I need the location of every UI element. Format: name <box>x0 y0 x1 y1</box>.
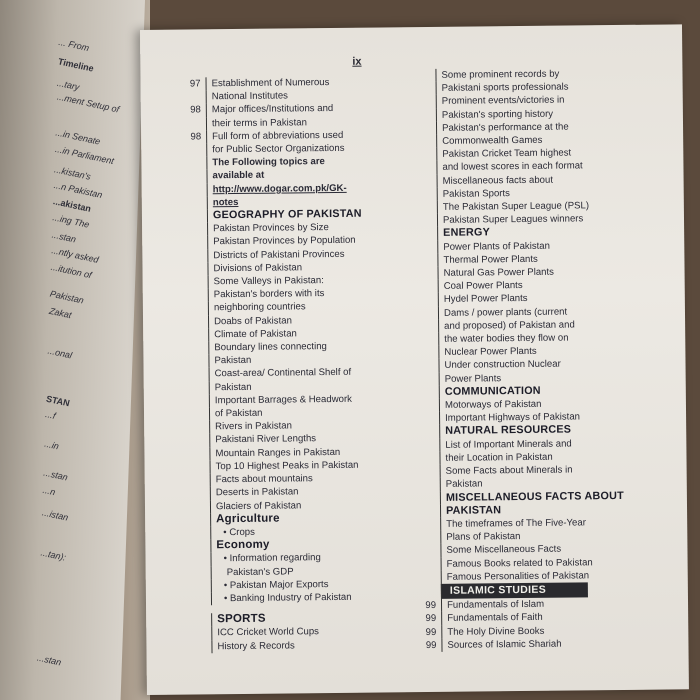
toc-page-number <box>173 91 206 105</box>
toc-entry: Pakistan Sports <box>437 186 584 201</box>
toc-entry: Nuclear Power Plants <box>438 345 585 360</box>
toc-entry: Major offices/Institutions and <box>206 102 368 117</box>
toc-page-number <box>174 236 207 250</box>
toc-entry: The timeframes of The Five-Year <box>440 516 587 531</box>
left-page-fragment: ...in Senate <box>54 127 102 147</box>
toc-entry: of Pakistan <box>209 406 371 421</box>
section-heading: NATURAL RESOURCES <box>439 424 586 439</box>
left-page-fragment: ...n <box>41 484 57 498</box>
toc-entry: Full form of abbreviations used <box>206 128 368 143</box>
toc-page-number <box>178 613 211 627</box>
toc-entry: Pakistan Cricket Team highest <box>436 147 583 162</box>
toc-page-number <box>173 170 206 184</box>
toc-page-number <box>174 209 207 223</box>
toc-entry: the water bodies they flow on <box>438 331 585 346</box>
toc-page-number <box>406 425 439 439</box>
toc-entry: Coast-area/ Continental Shelf of <box>209 366 371 381</box>
toc-entry: for Public Sector Organizations <box>206 142 368 157</box>
toc-page-number <box>175 328 208 342</box>
left-page-fragment: ...n Pakistan <box>52 179 104 201</box>
toc-column-right <box>402 67 624 652</box>
toc-entry: Hydel Power Plants <box>438 292 585 307</box>
table-of-contents-page <box>140 24 689 695</box>
left-page-fragment: ...itution of <box>49 261 93 281</box>
toc-page-number <box>403 161 436 175</box>
toc-page-number <box>405 307 438 321</box>
toc-entry: The Pakistan Super League (PSL) <box>437 199 589 214</box>
toc-page-number <box>406 452 439 466</box>
toc-page-number <box>408 571 441 585</box>
toc-entry: Thermal Power Plants <box>437 252 584 267</box>
toc-page-number <box>174 183 207 197</box>
left-page-fragment: ...f <box>44 409 57 421</box>
toc-entry: Sources of Islamic Shariah <box>441 637 588 652</box>
toc-page-number <box>407 465 440 479</box>
toc-page-number: 99 <box>425 626 437 638</box>
left-page-fragment: ...ntly asked <box>50 245 100 265</box>
toc-entry: Natural Gas Power Plants <box>437 265 584 280</box>
toc-entry: Glaciers of Pakistan <box>210 498 372 513</box>
toc-page-number <box>178 640 211 654</box>
left-page-fragment: Timeline <box>57 56 95 74</box>
toc-page-number: 97 <box>189 78 201 90</box>
toc-entry: Under construction Nuclear <box>438 358 585 373</box>
toc-page-number <box>405 293 438 307</box>
left-page-fragment: ...onal <box>46 345 74 361</box>
toc-entry: Pakistan Provinces by Size <box>207 221 369 236</box>
toc-page-number <box>407 544 440 558</box>
section-heading: Economy <box>210 538 372 553</box>
toc-entry: National Institutes <box>206 89 368 104</box>
toc-page-number <box>405 280 438 294</box>
toc-entry: Pakistani sports professionals <box>436 81 583 96</box>
toc-entry: List of Important Minerals and <box>439 437 586 452</box>
toc-page-number <box>177 460 210 474</box>
toc-entry: Famous Books related to Pakistan <box>441 556 593 571</box>
toc-page-number <box>177 487 210 501</box>
toc-page-number <box>175 275 208 289</box>
toc-page-number <box>406 386 439 400</box>
toc-bullet-entry: • Crops <box>210 525 372 540</box>
toc-page-number: 99 <box>425 600 437 612</box>
section-heading: SPORTS <box>211 612 373 627</box>
toc-page-number <box>406 439 439 453</box>
toc-page-number <box>178 592 211 606</box>
toc-page-number <box>408 557 441 571</box>
toc-page-number <box>407 518 440 532</box>
left-page-fragment: Pakistan <box>48 288 85 306</box>
toc-entry: and lowest scores in each format <box>436 160 583 175</box>
toc-page-number <box>407 531 440 545</box>
toc-entry: Doabs of Pakistan <box>208 313 370 328</box>
section-heading: GEOGRAPHY OF PAKISTAN <box>207 208 369 223</box>
toc-page-number <box>176 381 209 395</box>
toc-entry: Prominent events/victories in <box>436 94 583 109</box>
section-heading-bar: ISLAMIC STUDIES <box>441 582 588 599</box>
toc-page-number <box>178 627 211 641</box>
toc-page-number <box>404 227 437 241</box>
toc-entry: Pakistan <box>208 353 370 368</box>
toc-page-number <box>405 359 438 373</box>
toc-entry: History & Records <box>211 638 373 653</box>
toc-page-number <box>403 109 436 123</box>
toc-entry: Facts about mountains <box>210 472 372 487</box>
toc-page-number <box>403 122 436 136</box>
toc-entry: Fundamentals of Faith <box>441 611 588 626</box>
left-page-fragment: ...ing The <box>51 212 91 230</box>
toc-entry: Famous Personalities of Pakistan <box>441 569 590 584</box>
toc-entry: Deserts in Pakistan <box>210 485 372 500</box>
toc-page-number <box>175 289 208 303</box>
left-page-fragment: ...kistan's <box>53 164 92 182</box>
toc-entry: Important Barrages & Headwork <box>209 392 371 407</box>
toc-entry: their terms in Pakistan <box>206 115 368 130</box>
toc-entry: The Holy Divine Books <box>441 624 588 639</box>
toc-page-number <box>405 320 438 334</box>
toc-page-number: 99 <box>425 613 437 625</box>
toc-page-number <box>173 157 206 171</box>
toc-entry: Mountain Ranges in Pakistan <box>209 445 371 460</box>
toc-entry: Pakistan <box>440 477 587 492</box>
left-page-fragment: ...in Parliament <box>54 143 115 167</box>
toc-entry: Some Valleys in Pakistan: <box>208 274 370 289</box>
toc-entry: Pakistan's borders with its <box>208 287 370 302</box>
toc-page-number <box>403 95 436 109</box>
left-page-fragment: ...tary <box>56 77 81 93</box>
toc-page-number <box>405 333 438 347</box>
left-page-fragment: ...stan <box>50 229 78 245</box>
toc-entry: Boundary lines connecting <box>208 340 370 355</box>
toc-page-number <box>177 553 210 567</box>
toc-page-number <box>173 143 206 157</box>
toc-page-number <box>177 473 210 487</box>
toc-page-number <box>177 539 210 553</box>
toc-link[interactable]: http://www.dogar.com.pk/GK- <box>207 181 369 196</box>
toc-entry: Power Plants <box>439 371 586 386</box>
toc-page-number <box>175 355 208 369</box>
toc-page-number <box>176 394 209 408</box>
toc-page-number <box>408 584 441 600</box>
toc-page-number <box>406 399 439 413</box>
section-heading: PAKISTAN <box>440 503 587 518</box>
toc-bullet-entry: • Information regarding <box>210 551 372 566</box>
toc-entry: and proposed) of Pakistan and <box>438 318 585 333</box>
toc-entry: Pakistani River Lengths <box>209 432 371 447</box>
toc-entry: Pakistan Provinces by Population <box>207 234 369 249</box>
toc-bullet-entry: • Pakistan Major Exports <box>211 577 373 592</box>
toc-page-number <box>404 175 437 189</box>
toc-page-number <box>404 267 437 281</box>
toc-page-number <box>176 407 209 421</box>
toc-page-number <box>404 201 437 215</box>
left-page-fragment: ...stan <box>42 467 69 483</box>
toc-page-number <box>175 302 208 316</box>
page-number: ix <box>352 55 362 68</box>
toc-entry: Commonwealth Games <box>436 133 583 148</box>
toc-page-number <box>402 69 435 83</box>
toc-page-number: 98 <box>190 104 201 116</box>
toc-page-number <box>173 117 206 131</box>
toc-page-number <box>406 412 439 426</box>
toc-entry: Fundamentals of Islam <box>441 597 588 612</box>
left-page-fragment: ... From <box>57 36 91 54</box>
left-page-fragment: ...istan <box>41 507 70 523</box>
toc-page-number: 98 <box>190 131 202 143</box>
toc-note: available at <box>206 168 368 183</box>
toc-row <box>178 591 373 606</box>
toc-page-number <box>178 566 211 580</box>
toc-entry: Pakistan's performance at the <box>436 120 583 135</box>
toc-entry: Power Plants of Pakistan <box>437 239 584 254</box>
toc-page-number <box>403 135 436 149</box>
toc-page-number <box>403 148 436 162</box>
toc-page-number <box>405 346 438 360</box>
toc-link[interactable]: notes <box>207 194 369 209</box>
toc-entry: Dams / power plants (current <box>438 305 585 320</box>
toc-page-number <box>178 579 211 593</box>
toc-bullet-entry: • Banking Industry of Pakistan <box>211 591 373 606</box>
toc-entry: Motorways of Pakistan <box>439 397 586 412</box>
toc-page-number <box>407 505 440 519</box>
toc-entry: Climate of Pakistan <box>208 326 370 341</box>
section-heading: Agriculture <box>210 511 372 526</box>
toc-page-number <box>174 196 207 210</box>
toc-page-number <box>175 315 208 329</box>
toc-row <box>408 637 588 652</box>
toc-entry: Divisions of Pakistan <box>207 260 369 275</box>
toc-entry: their Location in Pakistan <box>439 450 586 465</box>
toc-entry: neighboring countries <box>208 300 370 315</box>
toc-page-number <box>174 262 207 276</box>
toc-page-number <box>177 526 210 540</box>
toc-note: The Following topics are <box>206 155 368 170</box>
left-page-fragment: ...ment Setup of <box>56 91 121 115</box>
toc-row <box>178 638 373 653</box>
toc-page-number: 99 <box>425 639 437 651</box>
left-page-fragment: ...akistan <box>52 196 93 214</box>
toc-entry: Pakistan <box>209 379 371 394</box>
left-page-fragment: STAN <box>45 393 71 409</box>
toc-entry: Rivers in Pakistan <box>209 419 371 434</box>
toc-page-number <box>176 368 209 382</box>
toc-page-number <box>177 513 210 527</box>
toc-page-number <box>176 434 209 448</box>
toc-page-number <box>407 478 440 492</box>
toc-page-number <box>404 254 437 268</box>
toc-page-number <box>403 82 436 96</box>
section-heading: COMMUNICATION <box>439 384 586 399</box>
toc-page-number <box>176 421 209 435</box>
toc-page-number <box>175 341 208 355</box>
toc-entry: Some prominent records by <box>435 67 582 82</box>
toc-entry: Pakistan's GDP <box>211 564 373 579</box>
left-page <box>0 0 145 700</box>
left-page-fragment: Zakat <box>48 305 73 321</box>
toc-entry: Some Facts about Minerals in <box>440 463 587 478</box>
toc-entry: Districts of Pakistani Provinces <box>207 247 369 262</box>
toc-entry: Coal Power Plants <box>438 279 585 294</box>
toc-page-number <box>404 241 437 255</box>
toc-entry: Establishment of Numerous <box>205 76 367 91</box>
toc-page-number <box>176 447 209 461</box>
toc-column-left <box>173 76 374 654</box>
left-page-fragment: ...tan): <box>39 547 67 563</box>
left-page-fragment: ...stan <box>36 652 63 668</box>
toc-entry: Pakistan Super Leagues winners <box>437 213 584 228</box>
toc-page-number <box>177 500 210 514</box>
toc-entry: ICC Cricket World Cups <box>211 625 373 640</box>
section-heading: ENERGY <box>437 226 584 241</box>
toc-page-number <box>404 188 437 202</box>
toc-entry: Some Miscellaneous Facts <box>440 543 587 558</box>
toc-entry: Top 10 Highest Peaks in Pakistan <box>210 458 372 473</box>
toc-page-number <box>406 373 439 387</box>
left-page-fragment: ...in <box>43 438 60 452</box>
toc-entry: Pakistan's sporting history <box>436 107 583 122</box>
toc-entry: Plans of Pakistan <box>440 529 587 544</box>
toc-page-number <box>404 214 437 228</box>
toc-page-number <box>407 491 440 505</box>
toc-entry: Important Highways of Pakistan <box>439 411 586 426</box>
section-heading: MISCELLANEOUS FACTS ABOUT <box>440 489 624 504</box>
toc-page-number <box>174 223 207 237</box>
toc-entry: Miscellaneous facts about <box>437 173 584 188</box>
toc-page-number <box>174 249 207 263</box>
